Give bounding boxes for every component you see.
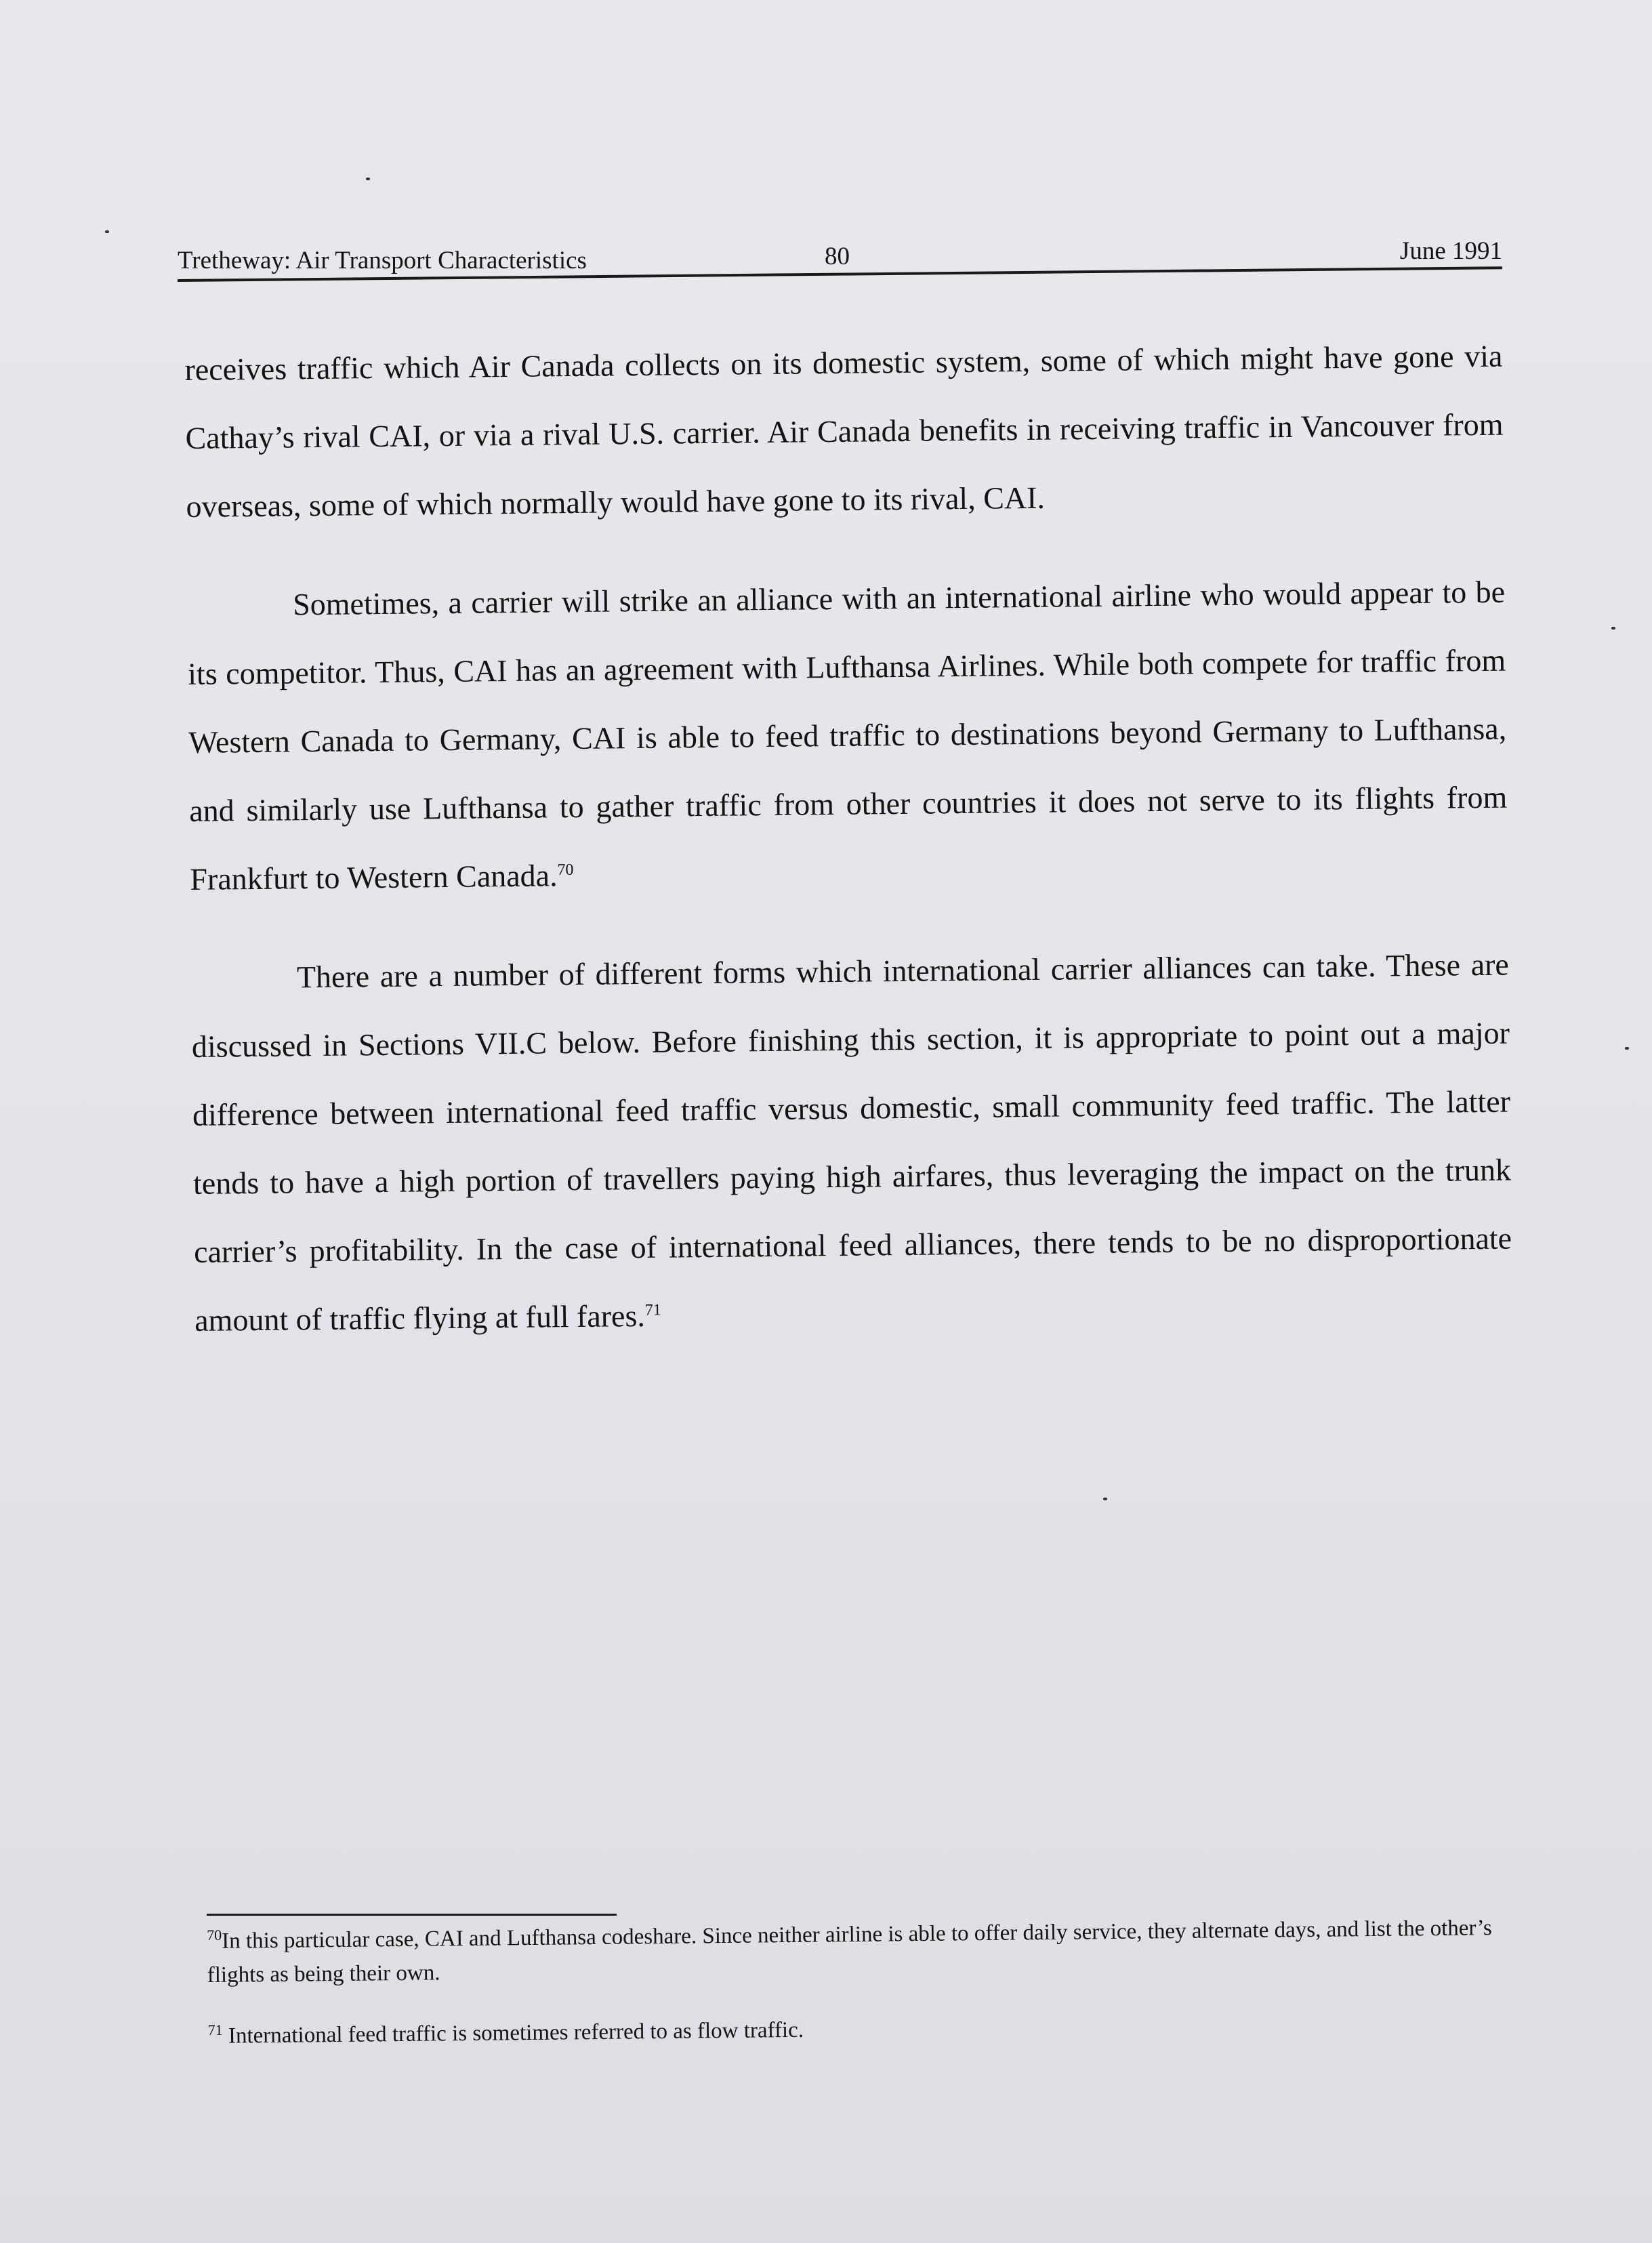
- scan-speck: [1103, 1498, 1107, 1500]
- footnote-71-text: International feed traffic is sometimes referred to as flow traffic.: [222, 2017, 804, 2049]
- header-date: June 1991: [1399, 237, 1502, 265]
- paragraph-3-text: There are a number of different forms which international carrier alliances can take. These are discussed in Sections VII.C below. Before finishing this section, it is appropriate to point out a major difference between international feed traffic versus domestic, small community feed traffic. The latter tends to have a high portion of travellers paying high airfares, thus leveraging the impact on the trunk carrier’s profitability. In the case of international feed alliances, there tends to be no disproportionate amount of traffic flying at full fares.: [191, 947, 1512, 1338]
- footnote-ref-70: 70: [557, 861, 574, 879]
- footnote-71-marker: 71: [207, 2021, 223, 2038]
- footnote-71: [207, 2005, 1535, 2053]
- footnote-70: [207, 1910, 1535, 1992]
- footnotes: [207, 1910, 1536, 2053]
- scan-speck: [1611, 627, 1615, 630]
- paragraph-1-text: receives traffic which Air Canada collects on its domestic system, some of which might have gone via Cathay’s rival CAI, or via a rival U.S. carrier. Air Canada benefits in receiving traffic in Vancouver from overseas, some of which normally would have gone to its rival, CAI.: [184, 338, 1504, 524]
- header-author-title: Tretheway: Air Transport Characteristics: [178, 247, 587, 274]
- scan-speck: [1625, 1047, 1629, 1050]
- footnote-70-text: In this particular case, CAI and Lufthansa codeshare. Since neither airline is able to offer daily service, they alternate days, and list the other’s flights as being their own.: [207, 1916, 1492, 1988]
- paragraph-2-text: Sometimes, a carrier will strike an alliance with an international airline who would appear to be its competitor. Thus, CAI has an agreement with Lufthansa Airlines. While both compete for traffic from Western Canada to Germany, CAI is able to feed traffic to destinations beyond Germany to Lufthansa, and similarly use Lufthansa to gather traffic from other countries it does not serve to its flights from Frankfurt to Western Canada.: [187, 574, 1508, 897]
- paragraph-1: [184, 322, 1504, 541]
- paragraph-2: [187, 558, 1508, 913]
- page-number: 80: [825, 243, 850, 270]
- footnote-separator: [207, 1914, 617, 1916]
- body-text: [184, 322, 1513, 1355]
- scan-speck: [105, 230, 109, 233]
- scan-speck: [366, 178, 370, 180]
- running-header: [178, 230, 1502, 278]
- paragraph-3: [190, 930, 1512, 1355]
- footnote-ref-71: 71: [644, 1301, 661, 1319]
- footnote-70-marker: 70: [207, 1926, 222, 1943]
